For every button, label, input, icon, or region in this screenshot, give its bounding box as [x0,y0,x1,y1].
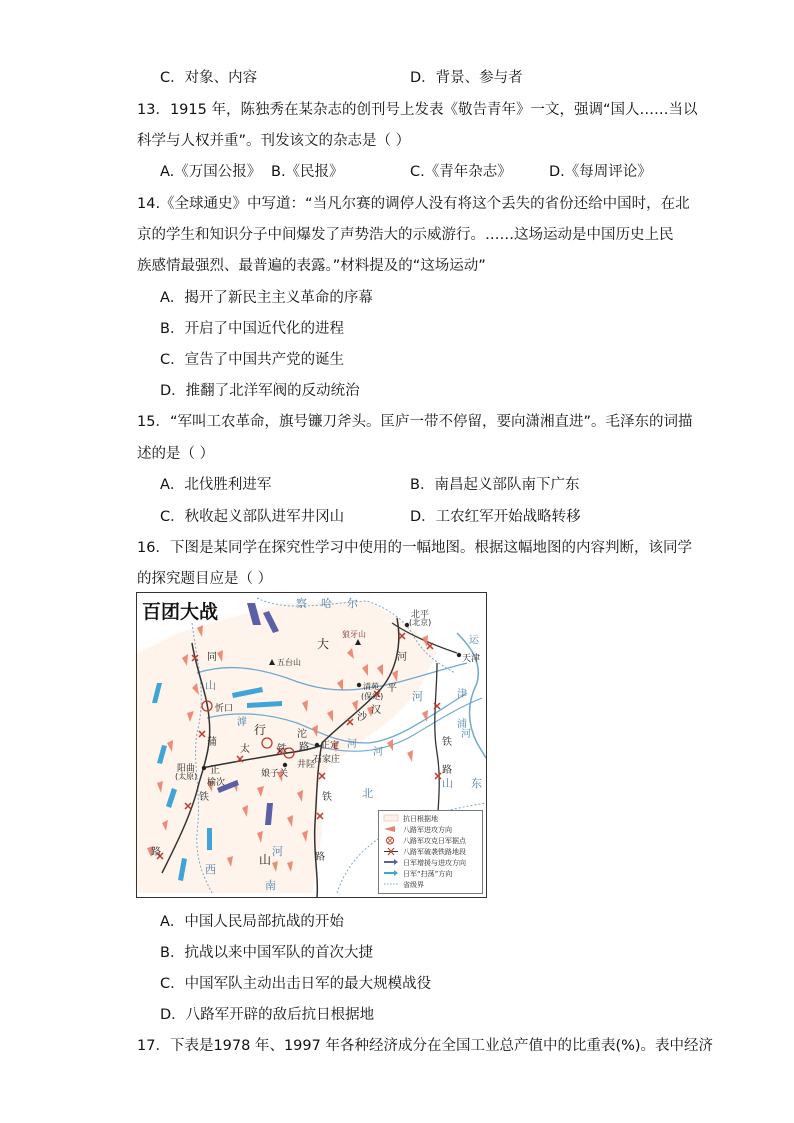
q14-stem-line1: 14.《全球通史》中写道：“当凡尔赛的调停人没有将这个丢失的省份还给中国时，在北 [137,196,690,212]
q14-option-b: B．开启了中国近代化的进程 [160,321,344,337]
label-hutuo-he: 河 [347,739,357,750]
q13-stem-line2: 科学与人权并重”。刊发该文的杂志是（ ） [137,133,411,149]
railway-jinpu [435,663,439,833]
map-title: 百团大战 [142,601,219,623]
label-yuci: 榆次 [207,778,226,788]
q16-option-a: A．中国人民局部抗战的开始 [160,914,344,930]
label-qingyuan: 清苑 [363,682,379,691]
q12-option-d: D．背景、参与者 [410,70,523,86]
label-tongpu-pu: 蒲 [207,737,217,748]
legend-base-area-label: 抗日根据地 [403,815,438,823]
q16-option-b: B．抗战以来中国军队的首次大捷 [160,945,373,961]
q16-stem-line1: 16．下图是某同学在探究性学习中使用的一幅地图。根据这幅地图的内容判断，该同学 [137,540,692,556]
q15-stem-line1: 15．“军叫工农革命，旗号镰刀斧头。匡庐一带不停留，要向潇湘直进”。毛泽东的词描 [137,414,693,430]
label-dasha-sha: 沙 [357,712,367,723]
q17-stem-line1: 17．下表是1978 年、1997 年各种经济成分在全国工业总产值中的比重表(%)。表中经济 [137,1038,714,1054]
q15-option-b: B．南昌起义部队南下广东 [410,477,580,493]
q12-option-c: C．对象、内容 [160,70,258,86]
label-taihang-shan: 山 [259,853,272,867]
label-zhengding: 正定 [321,741,340,751]
label-zhengtai-tie: 铁 [277,744,287,755]
hundred-regiments-map [136,592,487,898]
label-zhengtai-lu: 路 [299,742,309,753]
label-zhengtai-tai: 太 [240,744,250,755]
q13-option-d: D.《每周评论》 [549,164,652,180]
q13-option-b: B.《民报》 [271,164,344,180]
q14-stem-line3: 族感情最强烈、最普遍的表露。”材料提及的“这场运动” [137,258,486,274]
q15-stem-line2: 述的是（ ） [137,446,215,462]
q16-stem-line2: 的探究题目应是（ ） [137,571,273,587]
q14-option-c: C．宣告了中国共产党的诞生 [160,352,345,368]
label-chahaer-3: 尔 [347,597,358,610]
legend-japanese-sweep-label: 日军“扫荡”方向 [403,870,453,878]
label-xinkou: 忻口 [215,704,234,714]
label-wutaishan: 五台山 [277,658,301,667]
q14-option-a: A．揭开了新民主主义革命的序幕 [160,290,373,306]
legend-japanese-reinforce-label: 日军增援与进攻方向 [403,859,466,867]
label-tongpu-lu: 路 [151,847,161,858]
q14-stem-line2: 京的学生和知识分子中间爆发了声势浩大的示威游行。……这场运动是中国历史上民 [137,227,674,243]
label-jinpu-jin: 津 [457,689,467,700]
label-yunhe-he: 河 [461,729,471,740]
label-shanxi-xi: 西 [205,863,216,876]
label-zhengtai-zheng: 正 [210,765,220,776]
legend-captured-label: 八路军攻克日军据点 [403,837,466,845]
q14-option-d: D．推翻了北洋军阀的反动统治 [160,383,360,399]
label-hutuo-hu: 滹 [237,717,247,728]
q13-stem-line1: 13．1915 年，陈独秀在某杂志的创刊号上发表《敬告青年》一文，强调“国人……当以 [137,102,698,118]
legend-province-border-label: 省级界 [403,881,424,889]
label-pinghan-tie: 铁 [322,792,332,803]
label-pinghan-ping: 平 [387,683,397,694]
q13-option-a: A.《万国公报》 [160,164,262,180]
label-henan-nan: 南 [265,879,276,892]
label-niangziguan: 娘子关 [261,769,289,779]
label-yunhe-yun: 运 [469,635,479,646]
label-tongpu-tong: 同 [207,652,217,663]
label-dasha-he: 河 [397,652,407,663]
label-hebei-he: 河 [412,690,423,703]
label-shanxi-shan: 山 [205,679,216,692]
label-yangqu-note: (太原) [175,772,198,781]
label-beiping-note: (北京) [409,618,432,627]
label-tongpu-tie: 铁 [199,792,209,803]
q15-option-d: D．工农红军开始战略转移 [410,509,581,525]
label-tianjin: 天津 [462,654,481,664]
q15-option-c: C．秋收起义部队进军井冈山 [160,509,345,525]
label-chahaer-2: 哈 [321,597,332,610]
label-shandong-shan: 山 [442,777,453,790]
label-shijiazhuang: 石家庄 [313,755,341,765]
label-chahaer-1: 察 [296,597,307,610]
label-henan-he: 河 [272,845,283,858]
legend-rail-sabotage-label: 八路军破袭铁路地段 [403,848,466,856]
legend-eighth-attack-label: 八路军进攻方向 [403,826,452,834]
label-jingxing: 井陉 [297,760,316,770]
label-beiping: 北平 [411,610,430,620]
label-pinghan-lu: 路 [315,852,325,863]
label-qingyuan-note: (保定) [361,692,384,701]
q15-option-a: A．北伐胜利进军 [160,477,272,493]
label-henan-river: 河 [373,747,383,758]
label-jinpu-tie: 铁 [442,737,452,748]
label-hutuo-tuo: 沱 [297,729,307,740]
label-jinpu-lu: 路 [442,765,452,776]
label-jinpu-pu: 浦 [457,719,467,730]
q13-option-c: C.《青年杂志》 [410,164,512,180]
label-taihang-tai: 大 [317,637,330,651]
label-taihang-hang: 行 [254,723,267,737]
map-legend [378,810,483,894]
label-yangqu: 阳曲 [177,764,196,774]
q16-option-c: C．中国军队主动出击日军的最大规模战役 [160,976,432,992]
label-hebei-bei: 北 [362,787,373,800]
label-langyashan: 狼牙山 [342,630,366,639]
label-pinghan-han: 汉 [371,705,381,716]
label-shandong-dong: 东 [471,777,482,790]
q16-option-d: D．八路军开辟的敌后抗日根据地 [160,1007,375,1023]
